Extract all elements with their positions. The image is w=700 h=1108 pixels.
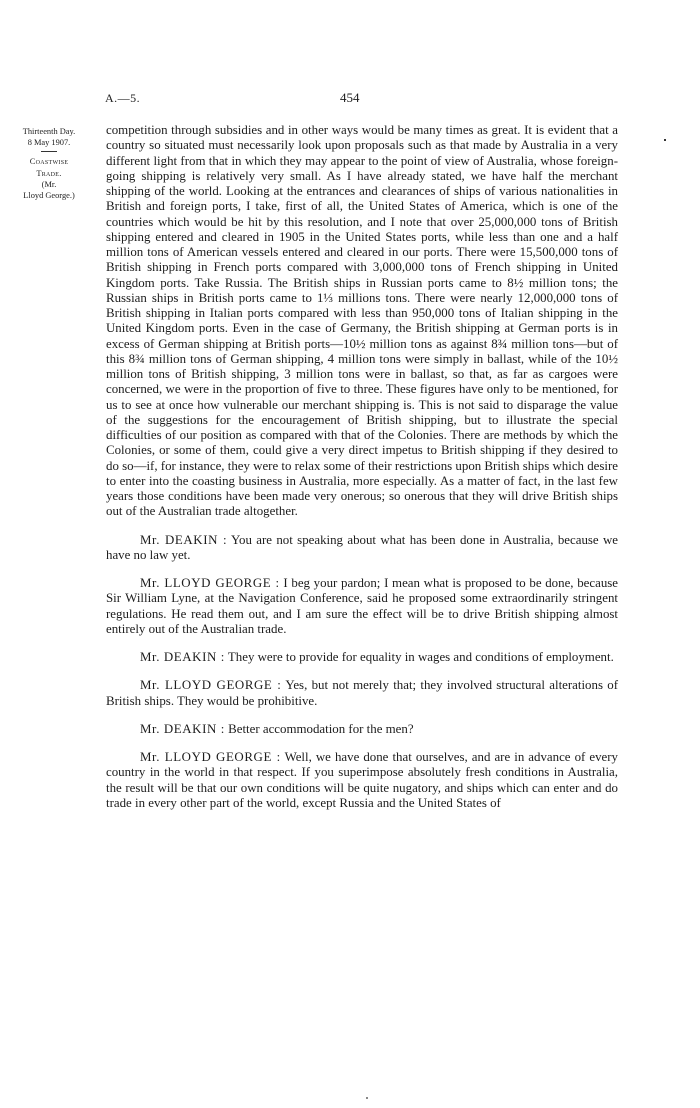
sidenote-day: Thirteenth Day. — [22, 127, 76, 136]
sidenote-topic-line2: Trade. — [36, 168, 62, 178]
speaker-name: Mr. DEAKIN : — [140, 532, 228, 547]
transcript-body — [106, 123, 618, 811]
paragraph-text: competition through subsidies and in other ways would be many times as great. It is evident that a country so situated must necessarily look upon proposals such as that made by Australia in a very different light from that in which they may appear to the point of view of Australia, whose foreign-going shipping is relatively very small. As I have already stated, we have half the merchant shipping of the world. Looking at the entrances and clearances of ships of various nationalities in British and foreign ports, I take, first of all, the United States of America, which is one of the countries which would be hit by this resolution, and I note that over 25,000,000 tons of British shipping entered and cleared in 1905 in the United States ports, while less than one and a half million tons of American vessels entered and cleared in our ports. There were 15,500,000 tons of British shipping in French ports compared with 3,000,000 tons of French shipping in United Kingdom ports. Take Russia. The British ships in Russian ports came to 8½ million tons; the Russian ships in British ports came to 1⅓ millions tons. There were nearly 12,000,000 tons of British shipping in Italian ports compared with less than 950,000 tons of Italian shipping in the United Kingdom ports. Even in the case of Germany, the British shipping at German ports is in excess of German shipping at British ports—10½ million tons as against 8¾ million tons—but of this 8¾ million tons of German shipping, 4 million tons were simply in ballast, while of the 10½ million tons of British shipping, 3 million tons were in ballast, so that, as far as cargoes were concerned, we were in the proportion of five to three. These figures have only to be mentioned, for us to see at once how vulnerable our merchant shipping is. This is not said to disparage the value of the suggestions for the encouragement of British shipping, but to illustrate the special difficulties of our position as compared with that of the Colonies. There are methods by which the Colonies, or some of them, could give a very direct impetus to British shipping if they desired to do so—if, for instance, they were to relax some of their restrictions upon British ships which desire to enter into the coasting business in Australia, more especially. As a matter of fact, in the last few years those conditions have been made very onerous; so onerous that they will drive British ships out of the Australian trade altogether. — [106, 123, 618, 519]
speech-text: Well, we have done that ourselves, and are in advance of every country in the world in that respect. If you superimpose absolutely fresh conditions in Australia, the result will be that our own conditions will be quite nugatory, and ships which can enter and do trade in every other part of the world, except Russia and the United States of — [106, 750, 618, 810]
sidenote-speaker-line2: Lloyd George.) — [23, 191, 75, 201]
speaker-name: Mr. LLOYD GEORGE : — [140, 750, 281, 764]
speech-paragraph — [106, 533, 618, 564]
page-speck — [366, 1097, 368, 1099]
paragraph-continuation — [106, 123, 618, 520]
sidenote-rule — [41, 151, 57, 152]
speech-text: You are not speaking about what has been done in Australia, because we have no law yet. — [106, 532, 618, 562]
sidenote-date: 8 May 1907. — [27, 138, 71, 148]
speaker-name: Mr. DEAKIN : — [140, 721, 225, 736]
speech-paragraph — [106, 650, 618, 665]
sidenote-speaker-line1: (Mr. — [41, 179, 57, 189]
margin-mark — [664, 139, 666, 141]
speech-text: They were to provide for equality in wages and conditions of employment. — [227, 650, 614, 664]
speaker-name: Mr. DEAKIN : — [140, 650, 225, 664]
speaker-name: Mr. LLOYD GEORGE : — [140, 678, 282, 693]
speech-text: I beg your pardon; I mean what is proposed to be done, because Sir William Lyne, at the Navigation Conference, said he proposed some extraordinarily stringent regulations. He read them out, and I am sure the effect will be to drive British shipping almost entirely out of the Australian trade. — [106, 576, 618, 636]
speech-paragraph — [106, 750, 618, 811]
speech-text: Better accommodation for the men? — [228, 721, 414, 736]
speech-paragraph — [106, 576, 618, 637]
speech-paragraph — [106, 678, 618, 709]
margin-sidenote — [2, 126, 96, 201]
page-number: 454 — [340, 90, 360, 105]
speech-text: Yes, but not merely that; they involved structural alterations of British ships. They would be prohibitive. — [106, 678, 619, 708]
speaker-name: Mr. LLOYD GEORGE : — [140, 576, 280, 590]
document-reference: A.—5. — [105, 91, 141, 105]
sidenote-topic-line1: Coastwise — [29, 157, 69, 167]
speech-paragraph — [106, 722, 618, 737]
